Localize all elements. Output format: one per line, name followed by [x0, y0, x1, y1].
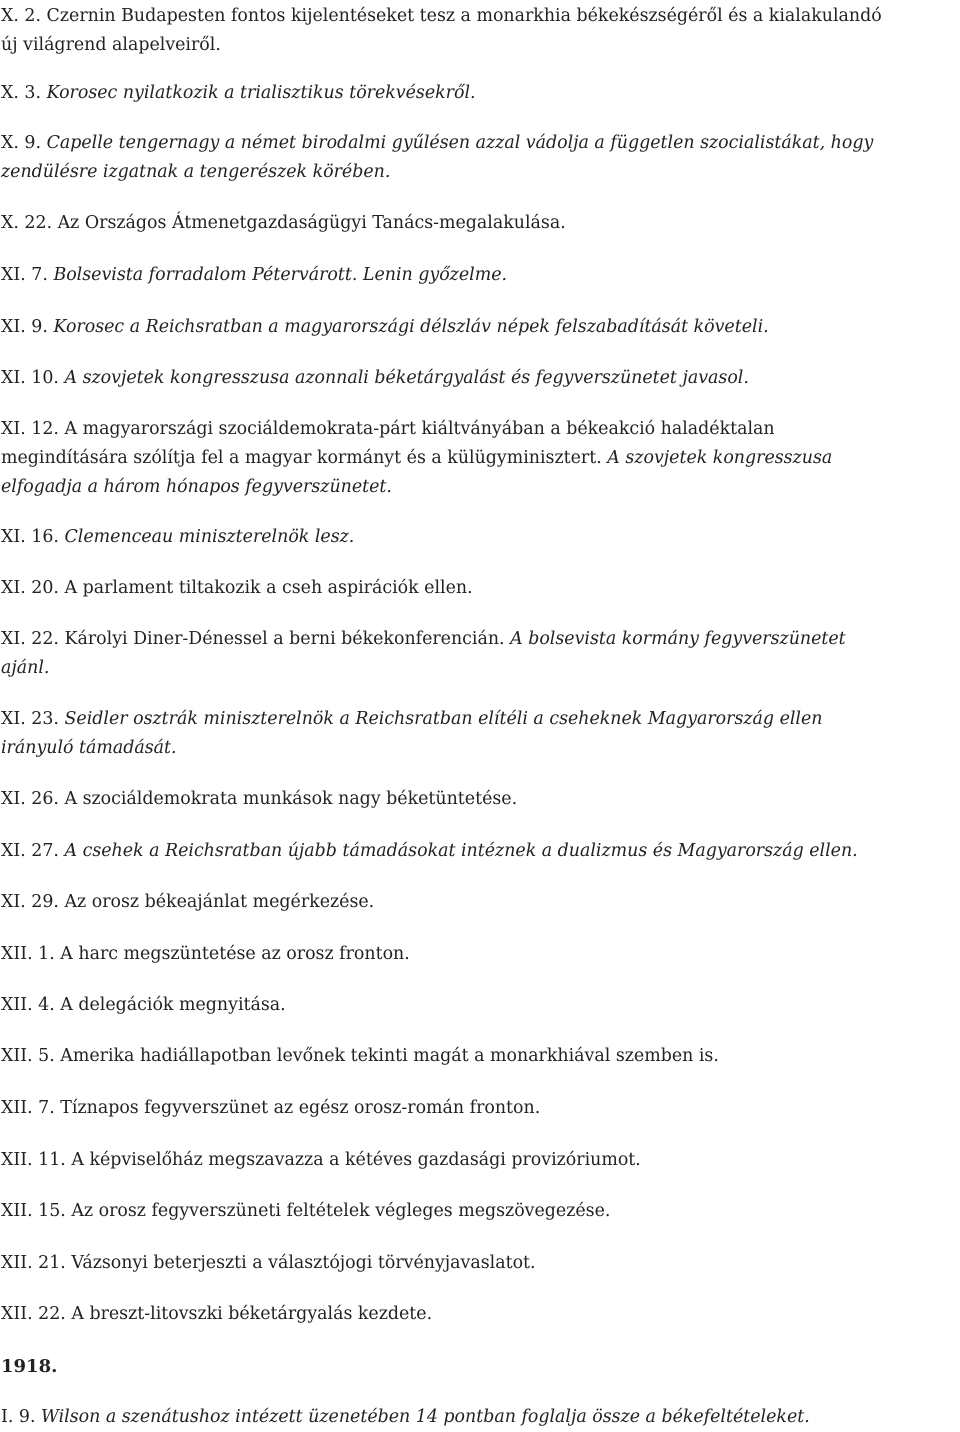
- entry-line: [1, 444, 957, 473]
- chronology-entry: [1, 415, 957, 502]
- entry-text: XI. 27.: [1, 841, 65, 861]
- entry-text-italic: Korosec a Reichsratban a magyarországi délszláv népek felszabadítását követeli.: [53, 317, 769, 337]
- chronology-entry: [1, 364, 957, 393]
- entry-text: XI. 23.: [1, 709, 65, 729]
- chronology-entry: [1, 1197, 957, 1226]
- chronology-entry: [1, 1146, 957, 1175]
- entry-text-italic: A szovjetek kongresszusa: [607, 448, 833, 468]
- entry-text-italic: ajánl.: [1, 658, 50, 678]
- entry-text-italic: Wilson a szenátushoz intézett üzenetében 14 pontban foglalja össze a békefeltételeket.: [41, 1407, 810, 1427]
- entry-text: XI. 12. A magyarországi szociáldemokrata-párt kiáltványában a békeakció haladéktalan: [1, 419, 775, 439]
- chronology-entry: [1, 1249, 957, 1278]
- chronology-entry: [1, 1094, 957, 1123]
- chronology-entry: [1, 209, 957, 238]
- entry-line: [1, 473, 957, 502]
- entry-text-italic: Korosec nyilatkozik a trialisztikus törekvésekről.: [46, 83, 476, 103]
- entry-text-italic: A csehek a Reichsratban újabb támadásokat intéznek a dualizmus és Magyarország ellen.: [64, 841, 858, 861]
- entry-line: [1, 364, 957, 393]
- entry-text-italic: Seidler osztrák miniszterelnök a Reichsratban elítéli a cseheknek Magyarország ellen: [64, 709, 823, 729]
- entry-text: X. 9.: [1, 133, 47, 153]
- entry-line: [1, 79, 957, 108]
- entry-text: XI. 10.: [1, 368, 65, 388]
- entry-line: [1, 654, 957, 683]
- entry-line: [1, 940, 957, 969]
- chronology-entry: [1, 574, 957, 603]
- year-heading: 1918.: [1, 1356, 58, 1377]
- chronology-entry: [1, 313, 957, 342]
- entry-text: XI. 9.: [1, 317, 54, 337]
- entry-text: XI. 26. A szociáldemokrata munkások nagy béketüntetése.: [1, 789, 518, 809]
- entry-line: [1, 1403, 957, 1432]
- chronology-entry: [1, 1042, 957, 1071]
- chronology-entry: [1, 261, 957, 290]
- entry-line: [1, 625, 957, 654]
- entry-text: XI. 22. Károlyi Diner-Dénessel a berni békekonferencián.: [1, 629, 511, 649]
- entry-text: XII. 22. A breszt-litovszki béketárgyalás kezdete.: [1, 1304, 433, 1324]
- entry-text: megindítására szólítja fel a magyar kormányt és a külügyminisztert.: [1, 448, 608, 468]
- chronology-entry: [1, 625, 957, 683]
- chronology-entry: [1, 837, 957, 866]
- entry-line: [1, 888, 957, 917]
- entry-text: új világrend alapelveiről.: [1, 35, 221, 55]
- entry-text: XII. 4. A delegációk megnyitása.: [1, 995, 286, 1015]
- chronology-entry: [1, 991, 957, 1020]
- chronology-entry: [1, 2, 957, 60]
- entry-text-italic: A szovjetek kongresszusa azonnali béketárgyalást és fegyverszünetet javasol.: [64, 368, 749, 388]
- chronology-entry: [1, 79, 957, 108]
- entry-line: [1, 1146, 957, 1175]
- chronology-entry: [1, 940, 957, 969]
- chronology-entry: [1, 888, 957, 917]
- entry-line: [1, 1042, 957, 1071]
- entry-text: XI. 16.: [1, 527, 65, 547]
- chronology-entry: [1, 523, 957, 552]
- entry-line: [1, 1094, 957, 1123]
- entry-text: X. 22. Az Országos Átmenetgazdaságügyi Tanács-megalakulása.: [1, 213, 566, 233]
- entry-line: [1, 991, 957, 1020]
- entry-text-italic: Clemenceau miniszterelnök lesz.: [64, 527, 355, 547]
- entry-text: XII. 11. A képviselőház megszavazza a kétéves gazdasági provizóriumot.: [1, 1150, 641, 1170]
- entry-line: [1, 734, 957, 763]
- entry-text: XII. 21. Vázsonyi beterjeszti a választójogi törvényjavaslatot.: [1, 1253, 536, 1273]
- chronology-entry: [1, 705, 957, 763]
- chronology-entry: [1, 1300, 957, 1329]
- entry-text-italic: Bolsevista forradalom Pétervárott. Lenin győzelme.: [53, 265, 508, 285]
- entry-text: XII. 7. Tíznapos fegyverszünet az egész orosz-román fronton.: [1, 1098, 541, 1118]
- entry-text: XI. 20. A parlament tiltakozik a cseh aspirációk ellen.: [1, 578, 473, 598]
- entry-line: [1, 1197, 957, 1226]
- entry-line: [1, 523, 957, 552]
- entry-text: X. 3.: [1, 83, 47, 103]
- entry-line: [1, 837, 957, 866]
- entry-line: [1, 209, 957, 238]
- entry-text: XI. 7.: [1, 265, 54, 285]
- entry-text-italic: A bolsevista kormány fegyverszünetet: [510, 629, 846, 649]
- entry-line: [1, 31, 957, 60]
- entry-text: X. 2. Czernin Budapesten fontos kijelentéseket tesz a monarkhia békekészségéről és a kialakulandó: [1, 6, 882, 26]
- entry-line: [1, 158, 957, 187]
- entry-text: XII. 15. Az orosz fegyverszüneti feltételek végleges megszövegezése.: [1, 1201, 611, 1221]
- entry-text-italic: zendülésre izgatnak a tengerészek körében.: [1, 162, 391, 182]
- entry-line: [1, 785, 957, 814]
- entry-text-italic: irányuló támadását.: [1, 738, 177, 758]
- entry-text-italic: elfogadja a három hónapos fegyverszünetet.: [1, 477, 392, 497]
- entry-text: XII. 1. A harc megszüntetése az orosz fronton.: [1, 944, 410, 964]
- entry-text-italic: Capelle tengernagy a német birodalmi gyűlésen azzal vádolja a független szocialistákat, hogy: [46, 133, 874, 153]
- chronology-entry: [1, 1403, 957, 1432]
- entry-line: [1, 1300, 957, 1329]
- entry-line: [1, 129, 957, 158]
- entry-line: [1, 1249, 957, 1278]
- entry-line: [1, 705, 957, 734]
- entry-text: XII. 5. Amerika hadiállapotban levőnek tekinti magát a monarkhiával szemben is.: [1, 1046, 719, 1066]
- entry-text: XI. 29. Az orosz békeajánlat megérkezése.: [1, 892, 375, 912]
- entry-line: [1, 313, 957, 342]
- entry-line: [1, 2, 957, 31]
- chronology-entry: [1, 129, 957, 187]
- entry-line: [1, 574, 957, 603]
- entry-line: [1, 415, 957, 444]
- entry-text: I. 9.: [1, 1407, 42, 1427]
- chronology-entry: [1, 785, 957, 814]
- entry-line: [1, 261, 957, 290]
